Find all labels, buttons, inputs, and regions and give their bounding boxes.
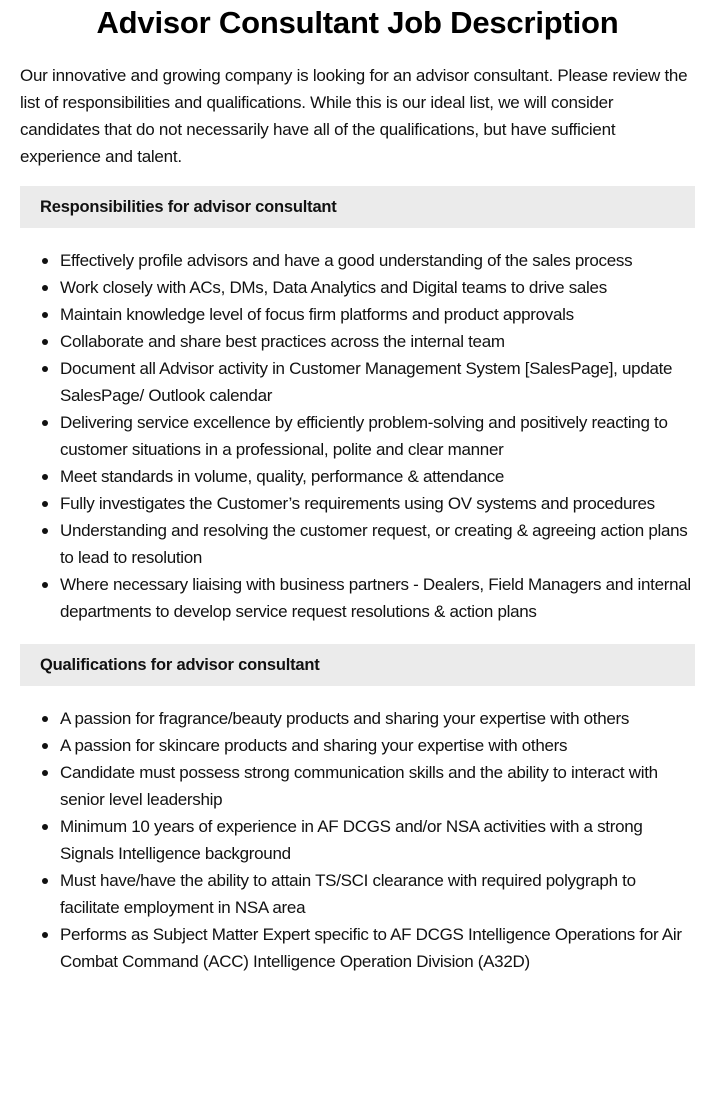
bullet-icon bbox=[42, 824, 48, 830]
list-item-text: Effectively profile advisors and have a good understanding of the sales process bbox=[60, 251, 633, 270]
bullet-icon bbox=[42, 258, 48, 264]
list-item-text: Meet standards in volume, quality, performance & attendance bbox=[60, 467, 505, 486]
list-item bbox=[20, 490, 695, 517]
list-item bbox=[20, 247, 695, 274]
bullet-icon bbox=[42, 339, 48, 345]
bullet-icon bbox=[42, 501, 48, 507]
list-item-text: Collaborate and share best practices across the internal team bbox=[60, 332, 505, 351]
list-item bbox=[20, 867, 695, 921]
responsibilities-list bbox=[20, 247, 695, 625]
list-item-text: Work closely with ACs, DMs, Data Analytics and Digital teams to drive sales bbox=[60, 278, 607, 297]
list-item bbox=[20, 732, 695, 759]
list-item bbox=[20, 409, 695, 463]
list-item-text: A passion for fragrance/beauty products and sharing your expertise with others bbox=[60, 709, 630, 728]
list-item-text: Candidate must possess strong communication skills and the ability to interact with senior level leadership bbox=[60, 763, 658, 809]
list-item bbox=[20, 517, 695, 571]
list-item-text: Document all Advisor activity in Customer Management System [SalesPage], update SalesPage/ Outlook calendar bbox=[60, 359, 673, 405]
bullet-icon bbox=[42, 420, 48, 426]
bullet-icon bbox=[42, 285, 48, 291]
list-item-text: Understanding and resolving the customer request, or creating & agreeing action plans to lead to resolution bbox=[60, 521, 688, 567]
list-item-text: Minimum 10 years of experience in AF DCGS and/or NSA activities with a strong Signals Intelligence background bbox=[60, 817, 643, 863]
list-item-text: Delivering service excellence by efficiently problem-solving and positively reacting to customer situations in a professional, polite and clear manner bbox=[60, 413, 668, 459]
bullet-icon bbox=[42, 932, 48, 938]
list-item-text: Where necessary liaising with business partners - Dealers, Field Managers and internal departments to develop service request resolutions & action plans bbox=[60, 575, 691, 621]
intro-paragraph: Our innovative and growing company is looking for an advisor consultant. Please review the list of responsibilities and qualifications. While this is our ideal list, we will consider candidates that do not necessarily have all of the qualifications, but have sufficient experience and talent. bbox=[20, 66, 688, 166]
qualifications-section bbox=[20, 644, 695, 975]
list-item bbox=[20, 463, 695, 490]
qualifications-heading: Qualifications for advisor consultant bbox=[20, 644, 695, 686]
list-item bbox=[20, 759, 695, 813]
bullet-icon bbox=[42, 743, 48, 749]
bullet-icon bbox=[42, 716, 48, 722]
responsibilities-section bbox=[20, 186, 695, 625]
list-item bbox=[20, 355, 695, 409]
bullet-icon bbox=[42, 474, 48, 480]
list-item bbox=[20, 328, 695, 355]
page-title: Advisor Consultant Job Description bbox=[96, 5, 619, 40]
bullet-icon bbox=[42, 312, 48, 318]
list-item bbox=[20, 301, 695, 328]
list-item-text: A passion for skincare products and sharing your expertise with others bbox=[60, 736, 568, 755]
list-item-text: Fully investigates the Customer’s requirements using OV systems and procedures bbox=[60, 494, 655, 513]
bullet-icon bbox=[42, 366, 48, 372]
responsibilities-heading: Responsibilities for advisor consultant bbox=[20, 186, 695, 228]
list-item bbox=[20, 705, 695, 732]
qualifications-list bbox=[20, 705, 695, 975]
bullet-icon bbox=[42, 528, 48, 534]
list-item-text: Maintain knowledge level of focus firm platforms and product approvals bbox=[60, 305, 574, 324]
bullet-icon bbox=[42, 770, 48, 776]
list-item-text: Performs as Subject Matter Expert specific to AF DCGS Intelligence Operations for Air Combat Command (ACC) Intelligence Operation Division (A32D) bbox=[60, 925, 682, 971]
bullet-icon bbox=[42, 582, 48, 588]
list-item bbox=[20, 813, 695, 867]
bullet-icon bbox=[42, 878, 48, 884]
list-item bbox=[20, 571, 695, 625]
list-item bbox=[20, 921, 695, 975]
list-item bbox=[20, 274, 695, 301]
list-item-text: Must have/have the ability to attain TS/SCI clearance with required polygraph to facilitate employment in NSA area bbox=[60, 871, 636, 917]
